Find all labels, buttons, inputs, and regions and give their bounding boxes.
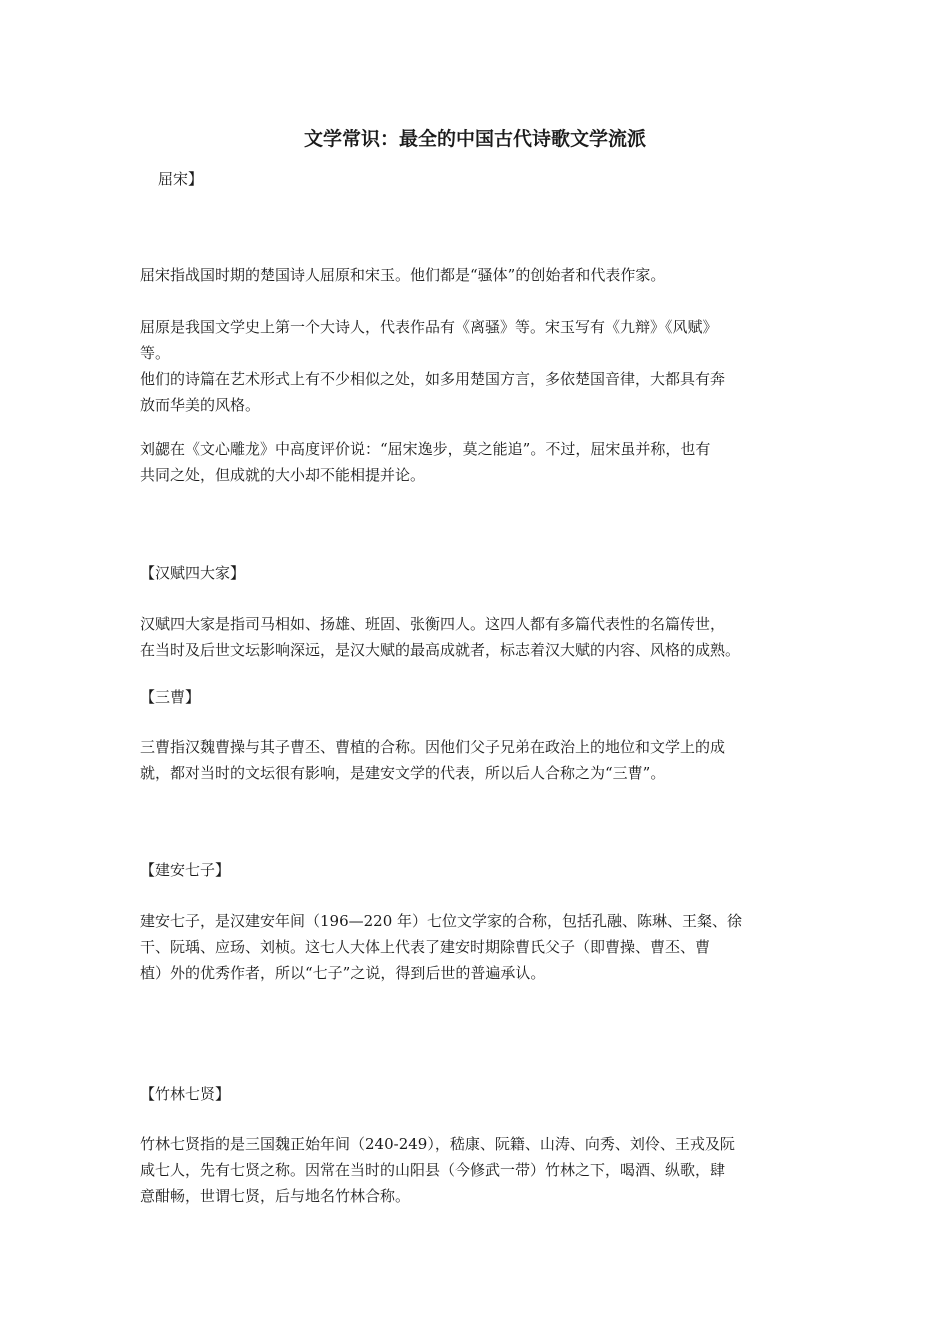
section-heading-hanfu: 【汉赋四大家】: [140, 564, 246, 582]
document-title: 文学常识：最全的中国古代诗歌文学流派: [303, 128, 646, 150]
section-heading-jianan: 【建安七子】: [140, 861, 231, 879]
section-heading-zhulin: 【竹林七贤】: [140, 1085, 231, 1103]
paragraph-qusong-1: [140, 262, 820, 288]
text-line: 共同之处，但成就的大小却不能相提并论。: [140, 466, 426, 484]
text-line: 就，都对当时的文坛很有影响，是建安文学的代表，所以后人合称之为“三曹”。: [140, 764, 666, 782]
text-line: 意酣畅，世谓七贤，后与地名竹林合称。: [140, 1187, 411, 1205]
paragraph-qusong-2: [140, 314, 820, 418]
text-line: 汉赋四大家是指司马相如、扬雄、班固、张衡四人。这四人都有多篇代表性的名篇传世，: [140, 615, 726, 633]
text-line: 放而华美的风格。: [140, 396, 261, 414]
text-line: 在当时及后世文坛影响深远，是汉大赋的最高成就者，标志着汉大赋的内容、风格的成熟。: [140, 641, 741, 659]
text-line: 三曹指汉魏曹操与其子曹丕、曹植的合称。因他们父子兄弟在政治上的地位和文学上的成: [140, 738, 726, 756]
text-line: 干、阮瑀、应玚、刘桢。这七人大体上代表了建安时期除曹氏父子（即曹操、曹丕、曹: [140, 938, 711, 956]
section-heading-sancao: 【三曹】: [140, 688, 201, 706]
text-line: 屈宋指战国时期的楚国诗人屈原和宋玉。他们都是“骚体”的创始者和代表作家。: [140, 266, 666, 284]
paragraph-zhulin-1: [140, 1131, 820, 1209]
paragraph-qusong-3: [140, 436, 820, 488]
text-line: 咸七人，先有七贤之称。因常在当时的山阳县（今修武一带）竹林之下，喝酒、纵歌，肆: [140, 1161, 726, 1179]
paragraph-sancao-1: [140, 734, 820, 786]
paragraph-jianan-1: [140, 908, 820, 986]
text-line: 等。: [140, 344, 171, 362]
text-line: 他们的诗篇在艺术形式上有不少相似之处，如多用楚国方言，多依楚国音律，大都具有奔: [140, 370, 726, 388]
section-heading-qusong: 屈宋】: [158, 170, 204, 188]
text-line: 建安七子，是汉建安年间（196—220 年）七位文学家的合称，包括孔融、陈琳、王粲、徐: [140, 912, 743, 930]
text-line: 植）外的优秀作者，所以“七子”之说，得到后世的普遍承认。: [140, 964, 546, 982]
paragraph-hanfu-1: [140, 611, 820, 663]
text-line: 刘勰在《文心雕龙》中高度评价说：“屈宋逸步，莫之能追”。不过，屈宋虽并称，也有: [140, 440, 711, 458]
text-line: 屈原是我国文学史上第一个大诗人，代表作品有《离骚》等。宋玉写有《九辩》《风赋》: [140, 318, 718, 336]
text-line: 竹林七贤指的是三国魏正始年间（240-249），嵇康、阮籍、山涛、向秀、刘伶、王戎及阮: [140, 1135, 735, 1153]
